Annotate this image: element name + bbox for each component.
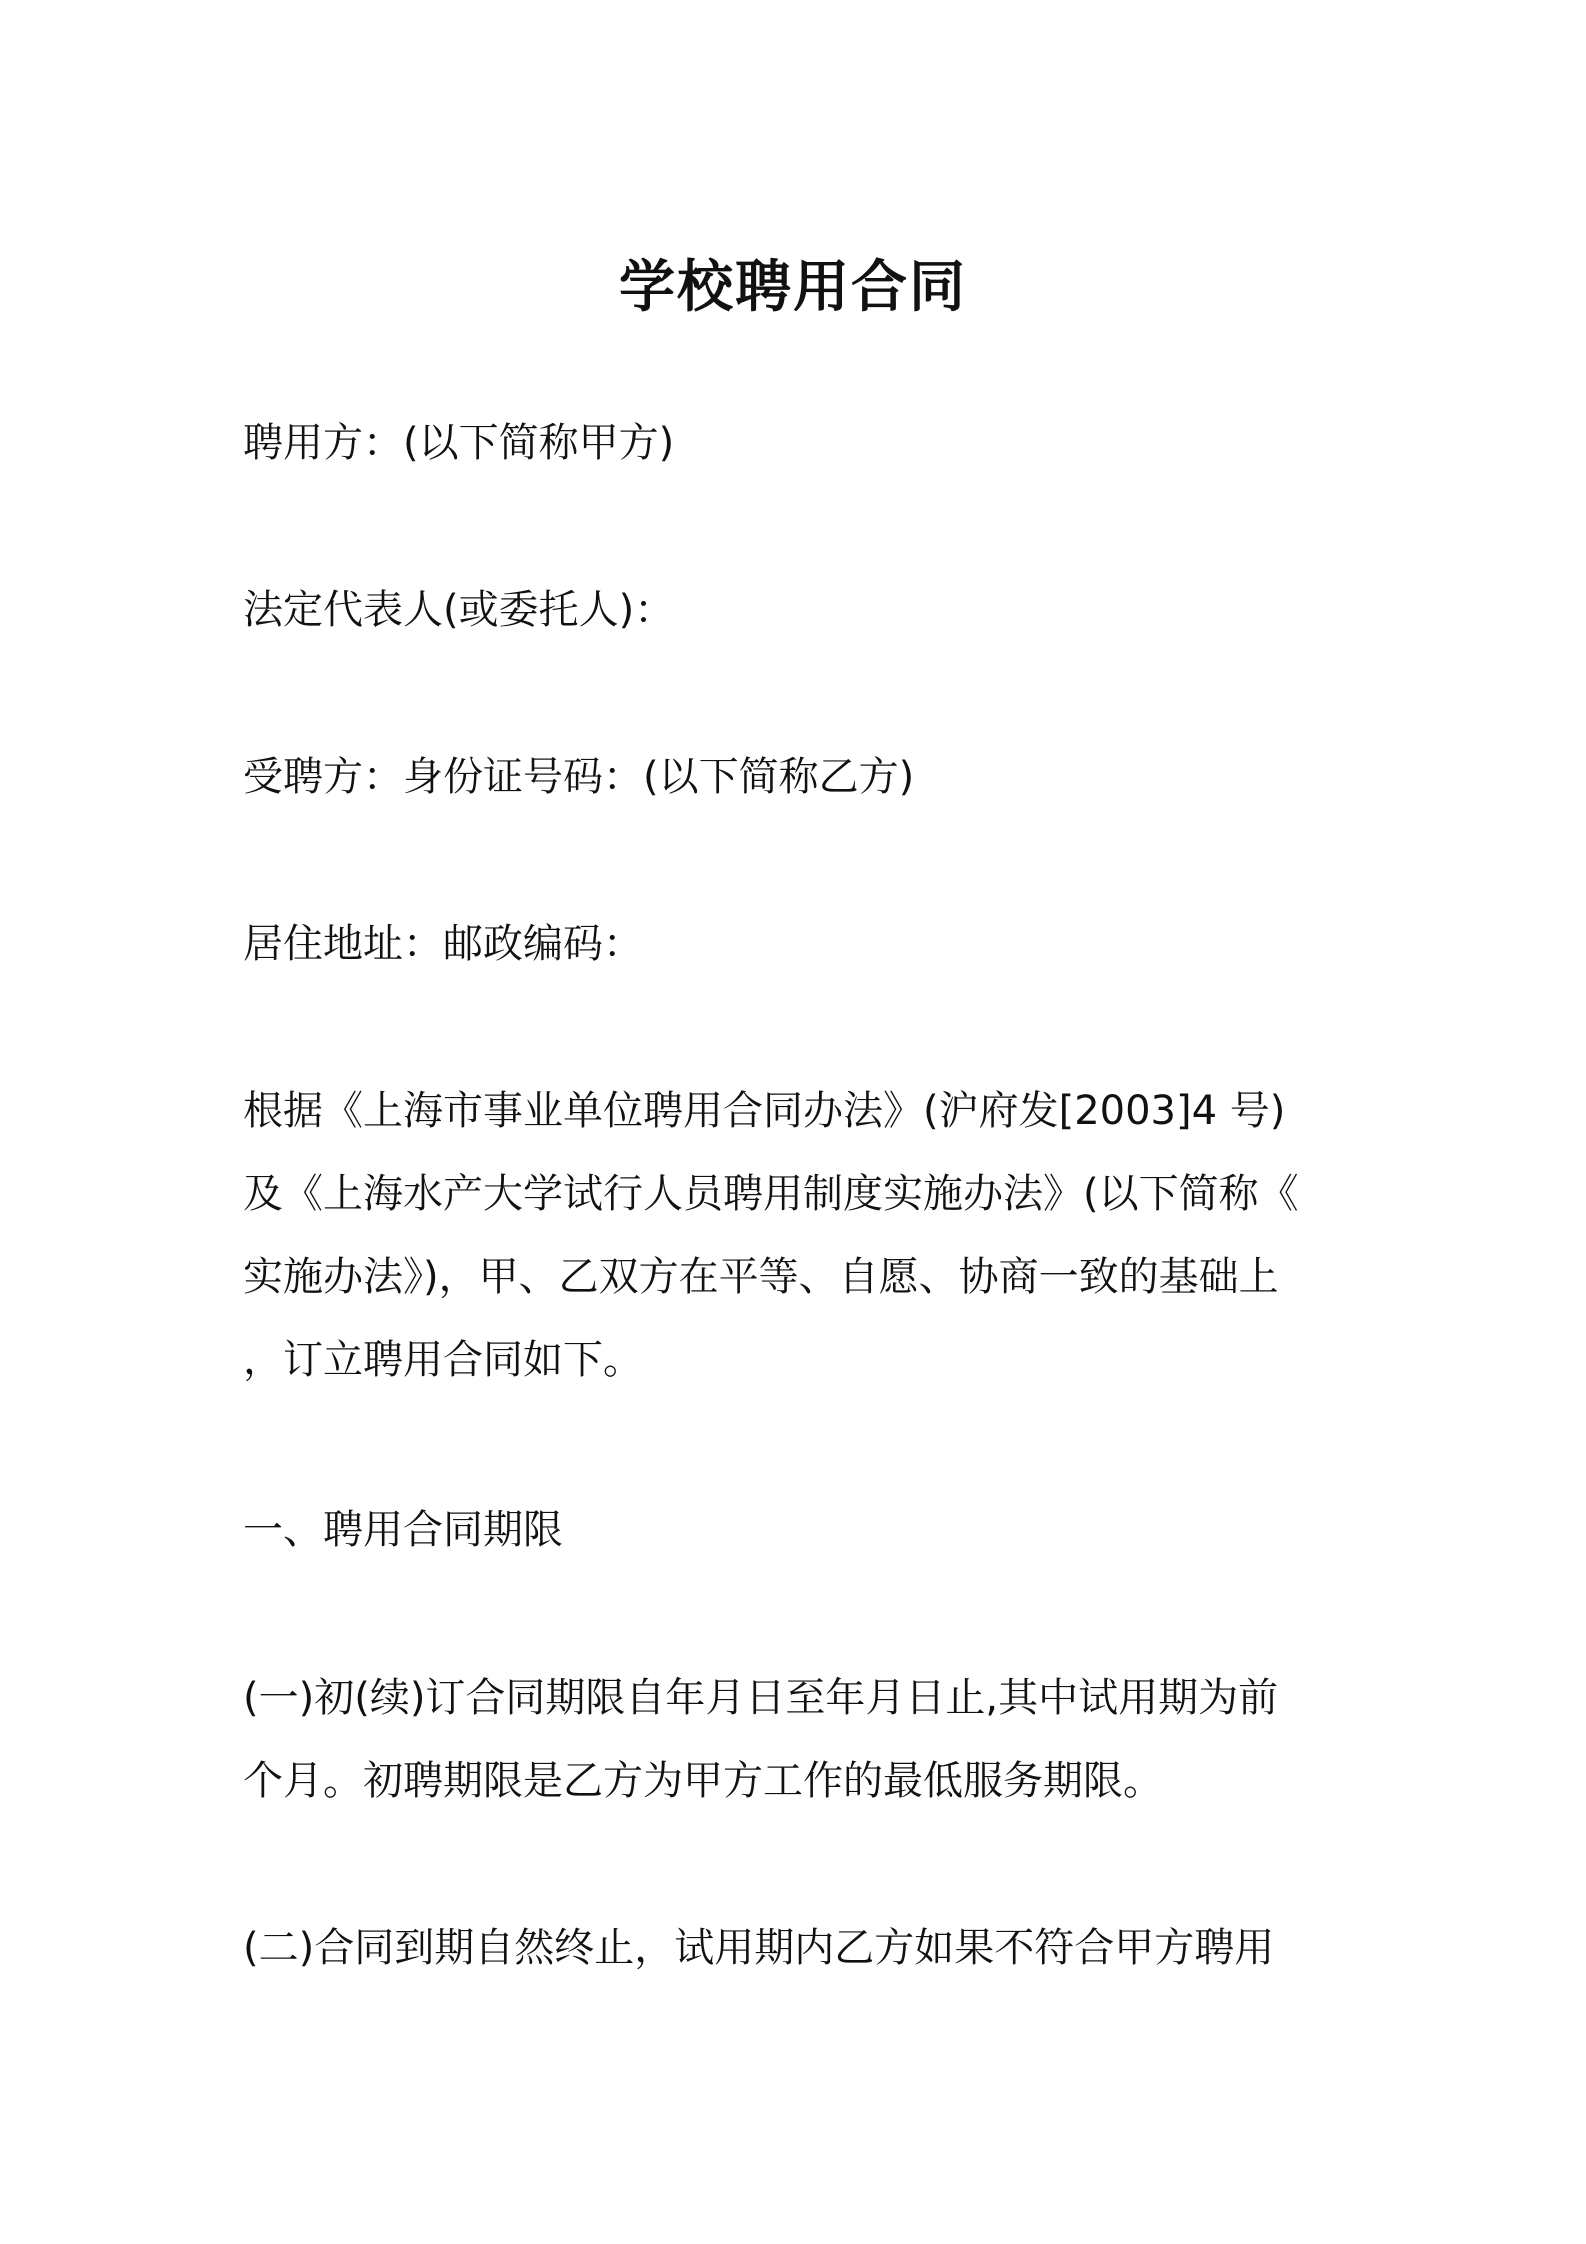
preamble-paragraph <box>243 1070 1353 1402</box>
address-line: 居住地址：邮政编码： <box>243 921 643 967</box>
legal-representative-line: 法定代表人(或委托人)： <box>243 587 675 633</box>
preamble-line: 根据《上海市事业单位聘用合同办法》(沪府发[2003]4 号) <box>243 1088 1286 1134</box>
clause-line: (一)初(续)订合同期限自年月日至年月日止,其中试用期为前 <box>243 1675 1279 1721</box>
clause-1-1-paragraph <box>243 1657 1353 1823</box>
section-1-heading: 一、聘用合同期限 <box>243 1507 563 1553</box>
document-title: 学校聘用合同 <box>619 255 967 320</box>
clause-line: 个月。初聘期限是乙方为甲方工作的最低服务期限。 <box>243 1758 1163 1804</box>
party-a-line: 聘用方：(以下简称甲方) <box>243 420 675 466</box>
preamble-line: 及《上海水产大学试行人员聘用制度实施办法》(以下简称《 <box>243 1171 1299 1217</box>
preamble-line: ，订立聘用合同如下。 <box>243 1337 643 1383</box>
clause-1-2-paragraph <box>243 1907 1353 1990</box>
clause-line: (二)合同到期自然终止，试用期内乙方如果不符合甲方聘用 <box>243 1925 1275 1971</box>
preamble-line: 实施办法》)，甲、乙双方在平等、自愿、协商一致的基础上 <box>243 1254 1279 1300</box>
party-b-line: 受聘方：身份证号码：(以下简称乙方) <box>243 754 915 800</box>
